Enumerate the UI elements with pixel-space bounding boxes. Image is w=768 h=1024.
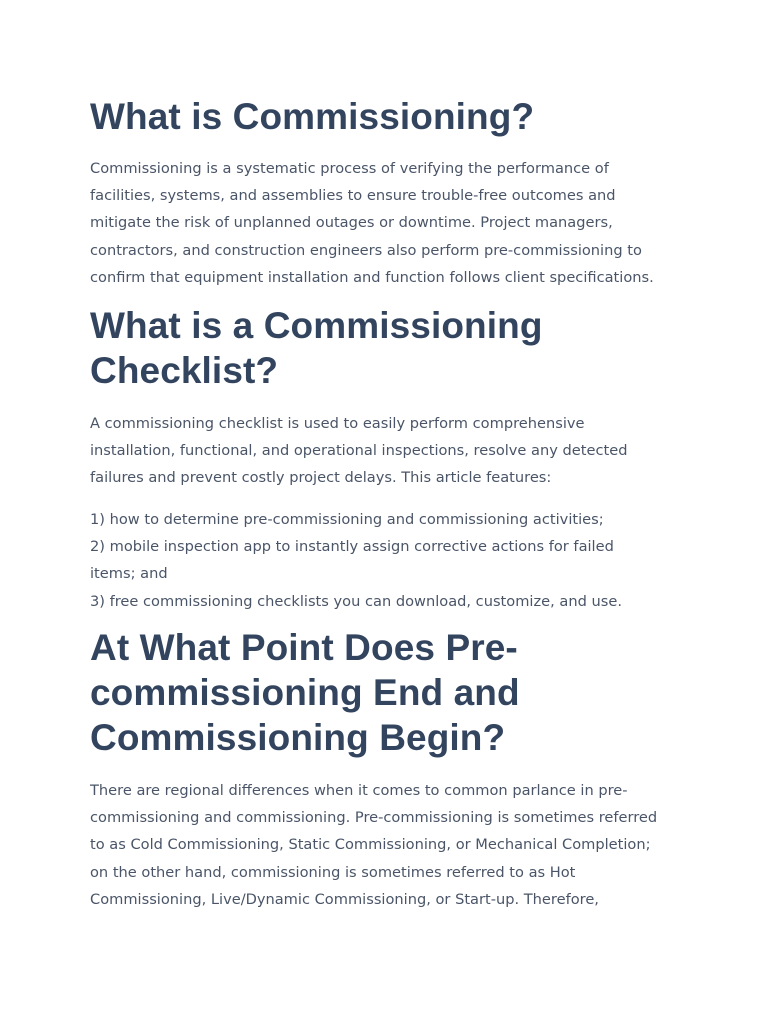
heading-line: What is a Commissioning <box>90 305 543 346</box>
heading-pre-commissioning-end <box>90 625 520 760</box>
paragraph-regional-differences <box>90 777 657 913</box>
list-item: 3) free commissioning checklists you can download, customize, and use. <box>90 592 622 610</box>
paragraph-commissioning-definition <box>90 155 654 291</box>
text-line: confirm that equipment installation and function follows client specifications. <box>90 268 654 286</box>
text-line: Commissioning, Live/Dynamic Commissioning, or Start-up. Therefore, <box>90 890 599 908</box>
text-line: A commissioning checklist is used to easily perform comprehensive <box>90 415 585 432</box>
list-item: items; and <box>90 565 168 583</box>
list-item: 2) mobile inspection app to instantly assign corrective actions for failed <box>90 538 614 556</box>
text-line: installation, functional, and operational inspections, resolve any detected <box>90 442 628 460</box>
paragraph-checklist-definition <box>90 410 627 492</box>
text-line: commissioning and commissioning. Pre-commissioning is sometimes referred <box>90 809 658 827</box>
heading-line: Commissioning Begin? <box>90 717 506 758</box>
heading-what-is-a-commissioning-checklist <box>90 303 543 393</box>
heading-line: commissioning End and <box>90 672 520 713</box>
text-line: contractors, and construction engineers also perform pre-commissioning to <box>90 241 642 259</box>
heading-line: Checklist? <box>90 350 279 391</box>
text-line: on the other hand, commissioning is sometimes referred to as Hot <box>90 863 576 881</box>
text-line: mitigate the risk of unplanned outages or downtime. Project managers, <box>90 214 613 232</box>
text-line: Commissioning is a systematic process of verifying the performance of <box>90 160 609 177</box>
text-line: to as Cold Commissioning, Static Commissioning, or Mechanical Completion; <box>90 836 651 854</box>
list-item: 1) how to determine pre-commissioning and commissioning activities; <box>90 511 604 528</box>
text-line: facilities, systems, and assemblies to ensure trouble-free outcomes and <box>90 187 616 205</box>
article-features-list <box>90 506 622 615</box>
text-line: There are regional differences when it comes to common parlance in pre- <box>90 782 628 799</box>
heading-what-is-commissioning: What is Commissioning? <box>90 96 535 137</box>
text-line: failures and prevent costly project delays. This article features: <box>90 469 552 487</box>
heading-line: At What Point Does Pre- <box>90 627 518 668</box>
